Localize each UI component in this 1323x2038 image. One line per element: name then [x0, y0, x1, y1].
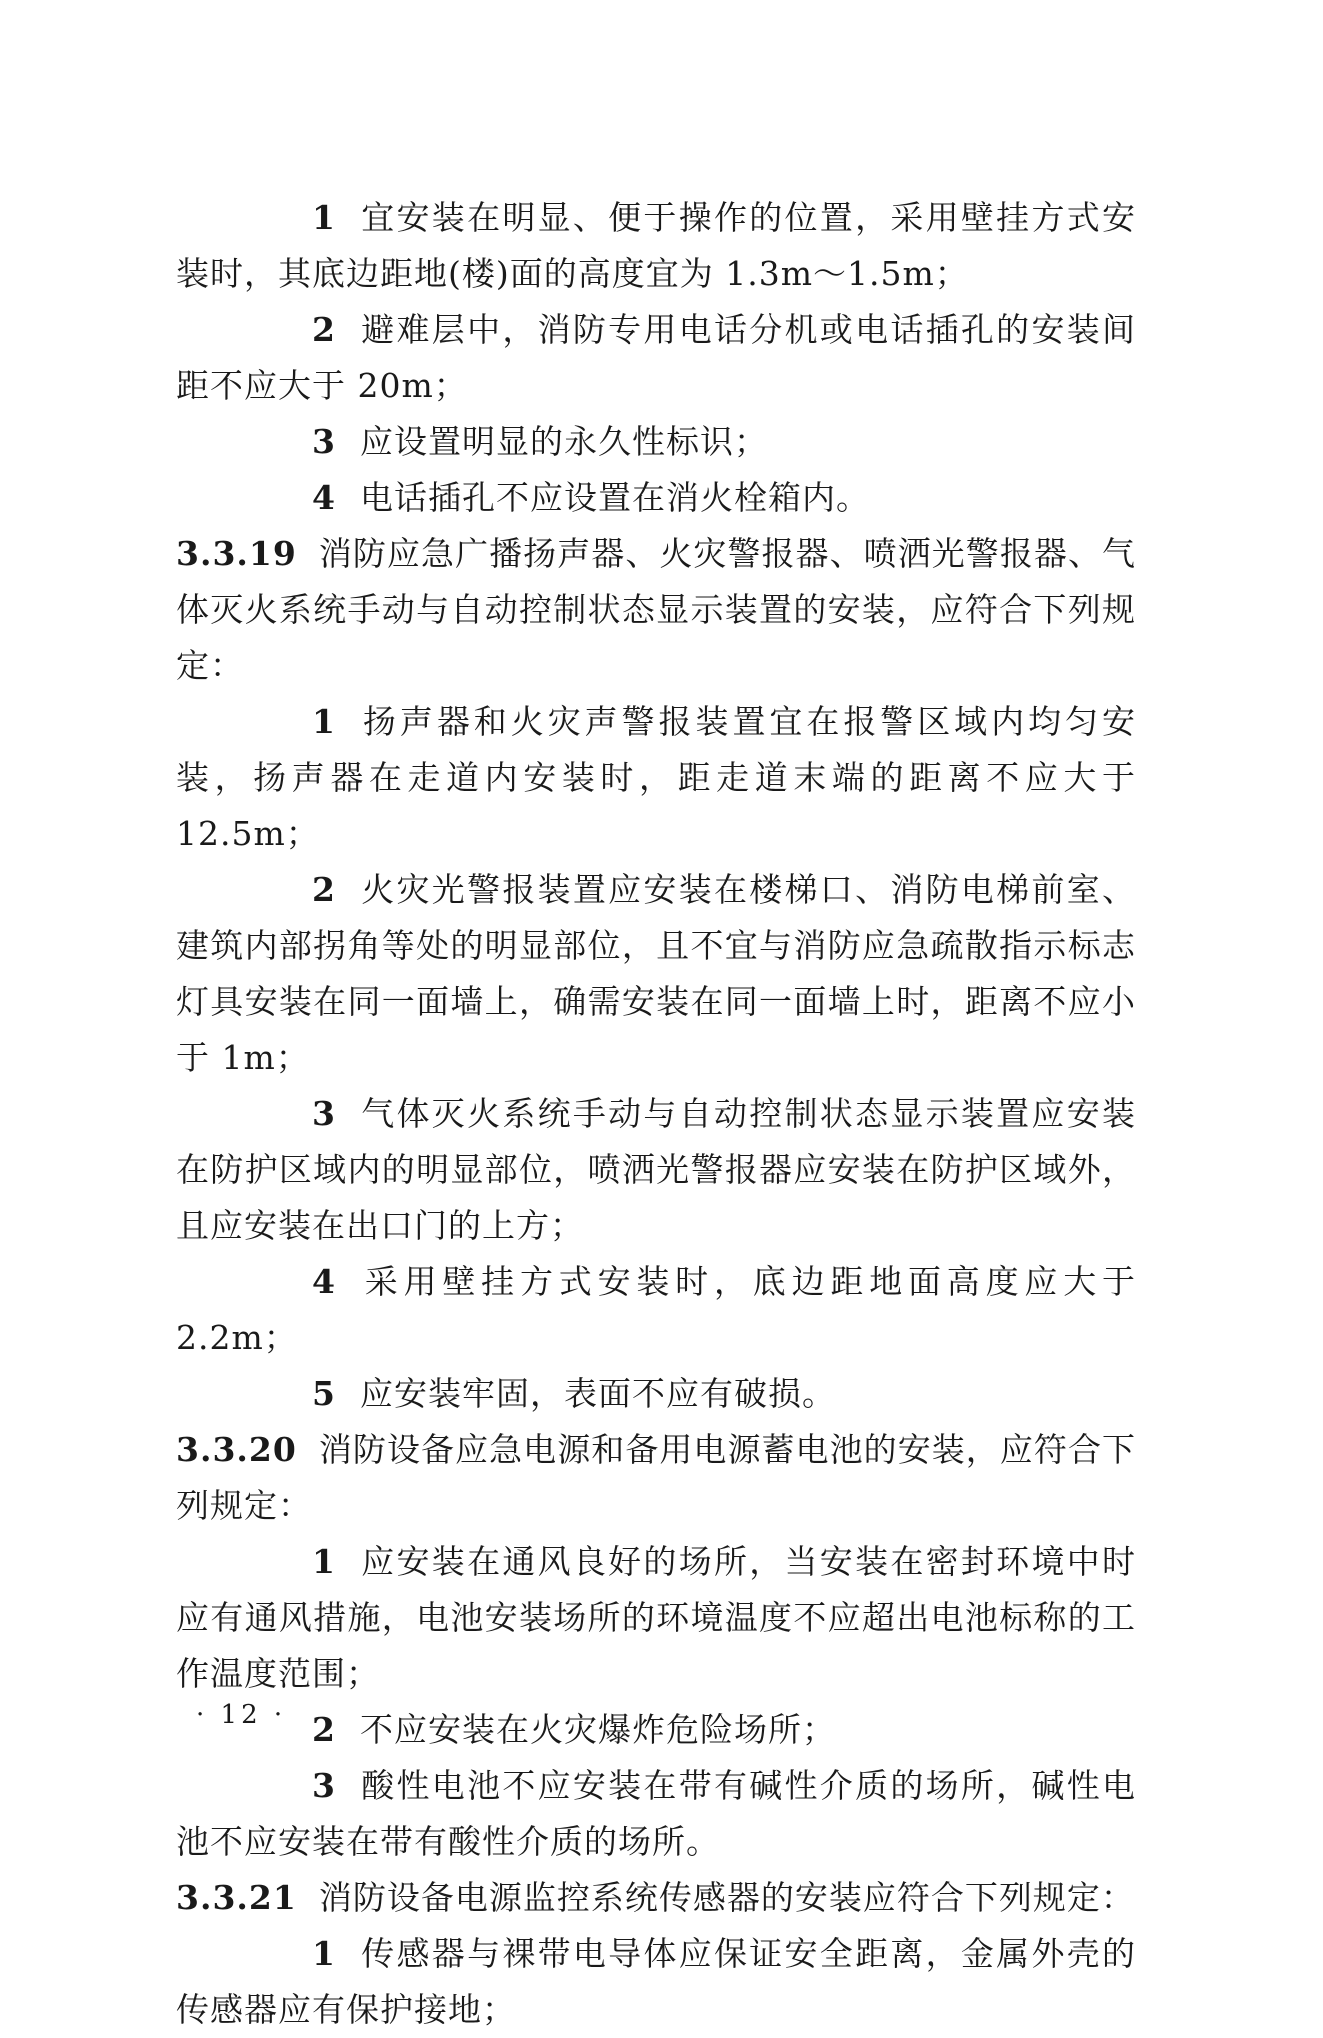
item-text: 扬声器和火灾声警报装置宜在报警区域内均匀安装，扬声器在走道内安装时，距走道末端的距离不应大于 12.5m；	[176, 702, 1136, 853]
section-number: 3.3.21	[176, 1878, 297, 1917]
section-text: 消防设备电源监控系统传感器的安装应符合下列规定：	[318, 1878, 1135, 1917]
item-text: 电话插孔不应设置在消火栓箱内。	[359, 478, 870, 517]
item-number: 4	[312, 1262, 336, 1301]
clause-item	[176, 1534, 1136, 1702]
clause-item	[176, 1758, 1136, 1870]
item-text: 酸性电池不应安装在带有碱性介质的场所，碱性电池不应安装在带有酸性介质的场所。	[176, 1766, 1136, 1861]
clause-item	[176, 1086, 1136, 1254]
item-number: 2	[312, 1710, 336, 1749]
item-text: 不应安装在火灾爆炸危险场所；	[359, 1710, 836, 1749]
section-clause	[176, 1422, 1136, 1534]
clause-item	[176, 414, 1136, 470]
document-body	[176, 190, 1136, 2038]
item-number: 1	[312, 1934, 336, 1973]
clause-item	[176, 302, 1136, 414]
item-number: 1	[312, 1542, 336, 1581]
clause-item	[176, 1254, 1136, 1366]
item-text: 应安装牢固，表面不应有破损。	[359, 1374, 836, 1413]
section-clause	[176, 1870, 1136, 1926]
clause-item	[176, 1366, 1136, 1422]
item-number: 2	[312, 870, 336, 909]
section-text: 消防应急广播扬声器、火灾警报器、喷洒光警报器、气体灭火系统手动与自动控制状态显示装置的安装，应符合下列规定：	[176, 534, 1136, 685]
clause-item	[176, 1926, 1136, 2038]
item-number: 3	[312, 422, 336, 461]
item-number: 2	[312, 310, 336, 349]
item-text: 采用壁挂方式安装时，底边距地面高度应大于 2.2m；	[176, 1262, 1136, 1357]
clause-item	[176, 1702, 1136, 1758]
section-text: 消防设备应急电源和备用电源蓄电池的安装，应符合下列规定：	[176, 1430, 1136, 1525]
item-text: 应设置明显的永久性标识；	[359, 422, 768, 461]
item-text: 气体灭火系统手动与自动控制状态显示装置应安装在防护区域内的明显部位，喷洒光警报器应安装在防护区域外，且应安装在出口门的上方；	[176, 1094, 1136, 1245]
section-number: 3.3.20	[176, 1430, 297, 1469]
section-number: 3.3.19	[176, 534, 297, 573]
clause-item	[176, 470, 1136, 526]
item-text: 应安装在通风良好的场所，当安装在密封环境中时应有通风措施，电池安装场所的环境温度不应超出电池标称的工作温度范围；	[176, 1542, 1136, 1693]
item-number: 5	[312, 1374, 336, 1413]
item-number: 1	[312, 198, 336, 237]
item-text: 传感器与裸带电导体应保证安全距离，金属外壳的传感器应有保护接地；	[176, 1934, 1136, 2029]
clause-item	[176, 190, 1136, 302]
clause-item	[176, 694, 1136, 862]
section-clause	[176, 526, 1136, 694]
clause-item	[176, 862, 1136, 1086]
item-text: 宜安装在明显、便于操作的位置，采用壁挂方式安装时，其底边距地(楼)面的高度宜为 1.3m～1.5m；	[176, 198, 1136, 293]
page-number: · 12 ·	[196, 1700, 287, 1730]
item-number: 3	[312, 1094, 336, 1133]
item-text: 火灾光警报装置应安装在楼梯口、消防电梯前室、建筑内部拐角等处的明显部位，且不宜与消防应急疏散指示标志灯具安装在同一面墙上，确需安装在同一面墙上时，距离不应小于 1m；	[176, 870, 1136, 1077]
item-number: 1	[312, 702, 336, 741]
item-number: 3	[312, 1766, 336, 1805]
item-text: 避难层中，消防专用电话分机或电话插孔的安装间距不应大于 20m；	[176, 310, 1136, 405]
item-number: 4	[312, 478, 336, 517]
